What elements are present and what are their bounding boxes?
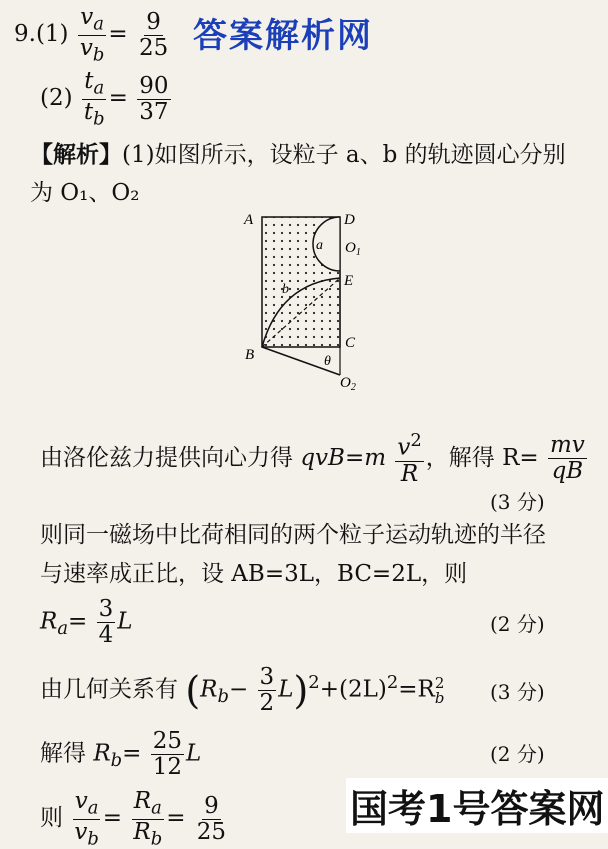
lorentz-line [40, 432, 589, 486]
label-O2: $O_2$ [340, 375, 356, 393]
proportion-line-1: 则同一磁场中比荷相同的两个粒子运动轨迹的半径 [40, 522, 546, 548]
ratio-line: 则 $\frac{v_a}{v_b}$ = $\frac{R_a}{R_b}$ = $\frac{9}{25}$ [40, 788, 227, 849]
label-theta: θ [324, 354, 331, 369]
analysis-text-1: (1)如图所示，设粒子 a、b 的轨迹圆心分别 [122, 142, 566, 168]
twentyfive-twelfths: $\frac{25}{12}$ [152, 728, 182, 780]
three-halves: $\frac{3}{2}$ [259, 664, 275, 716]
lorentz-eq: =m [344, 444, 387, 471]
score-ra: (2 分) [490, 612, 545, 636]
lorentz-lhs: qvB [300, 444, 345, 471]
va-over-vb: $\frac{v_a}{v_b}$ [79, 4, 105, 66]
ta-over-tb: $\frac{t_a}{t_b}$ [83, 68, 105, 130]
label-E: E [344, 273, 354, 289]
label-b: b [282, 282, 289, 297]
label-A: A [244, 212, 254, 228]
lorentz-prefix: 由洛伦兹力提供向心力得 [40, 444, 293, 471]
part-2-label: (2) [40, 85, 73, 112]
label-B: B [245, 347, 255, 363]
rb-line: 解得 $R_b=$ $\frac{25}{12}$ L [40, 728, 202, 780]
label-a: a [316, 238, 323, 253]
three-quarters: $\frac{3}{4}$ [98, 596, 114, 648]
analysis-line-2: 为 O₁、O₂ [30, 180, 140, 206]
ratio-value: $\frac{9}{25}$ [196, 792, 227, 845]
analysis-line-1 [30, 136, 566, 169]
magnetic-field-diagram [230, 205, 380, 393]
answer-line-2: (2) $\frac{t_a}{t_b}$ = $\frac{90}{37}$ [40, 68, 169, 130]
answer-1-value: $\frac{9}{25}$ [138, 8, 169, 61]
geometry-line: 由几何关系有 ($R_b-$ $\frac{3}{2}$ $L)^2+(2L)^2=R$ 2 b [40, 664, 445, 716]
ratio-r: $\frac{R_a}{R_b}$ [133, 788, 163, 849]
analysis-tag: 【解析】 [30, 141, 122, 168]
score-rb: (2 分) [490, 742, 545, 766]
proportion-line-2: 与速率成正比，设 AB=3L，BC=2L，则 [40, 561, 468, 587]
ratio-prefix: 则 [40, 805, 63, 832]
lorentz-mid: ，解得 R= [425, 444, 539, 471]
score-lorentz: (3 分) [490, 490, 545, 514]
rb-prefix: 解得 [40, 740, 86, 767]
label-O1: $O_1$ [345, 240, 361, 258]
watermark-top: 答案解析网 [193, 16, 373, 56]
v2-over-r: $\frac{v^2}{R}$ [397, 430, 422, 487]
mv-over-qb: $\frac{mv}{qB}$ [549, 432, 585, 485]
watermark-bottom: 国考1号答案网 [346, 778, 608, 833]
answer-line-1: 9.(1) $\frac{v_a}{v_b}$ = $\frac{9}{25}$ [14, 4, 169, 66]
part-1-label: (1) [35, 21, 69, 48]
ra-line: $R_a=$ $\frac{3}{4}$ L [40, 596, 133, 648]
score-geometry: (3 分) [490, 680, 545, 704]
ratio-v: $\frac{v_a}{v_b}$ [74, 788, 99, 849]
label-D: D [344, 212, 355, 228]
geometry-prefix: 由几何关系有 [40, 676, 178, 703]
answer-2-value: $\frac{90}{37}$ [139, 72, 169, 125]
question-number: 9. [14, 21, 36, 48]
label-C: C [345, 335, 356, 351]
